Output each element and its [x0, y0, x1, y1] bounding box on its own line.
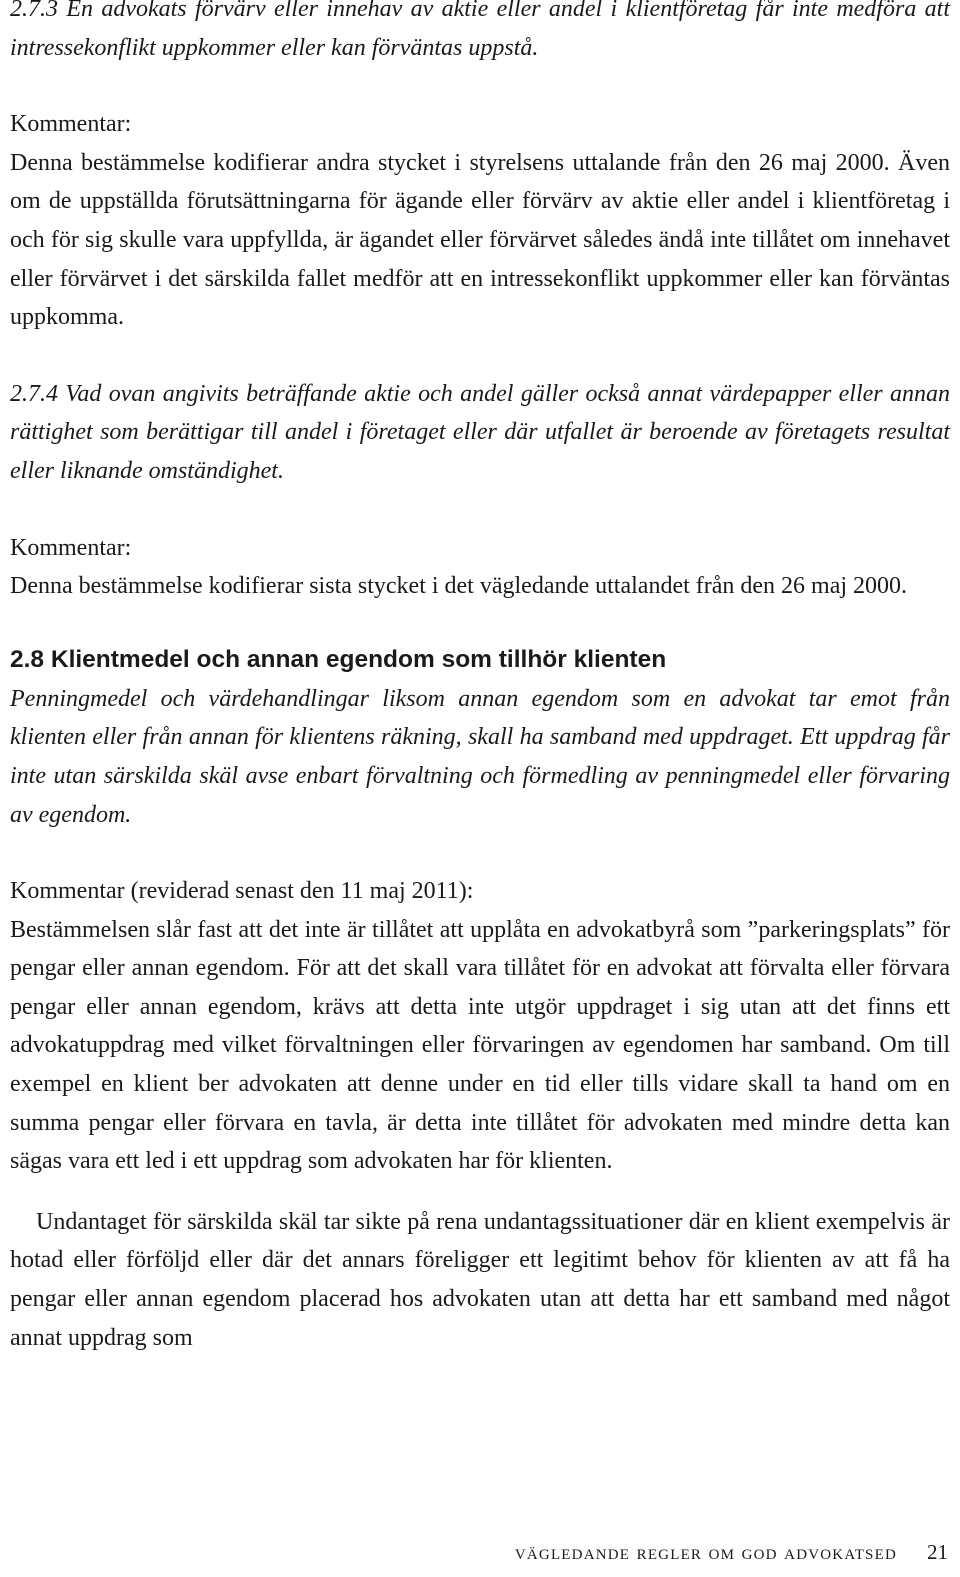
comment-label-2-8: Kommentar (reviderad senast den 11 maj 2011):	[10, 878, 474, 905]
footer-title: vägledande regler om god advokatsed	[514, 1540, 897, 1564]
comment-text-2-7-4: Denna bestämmelse kodifierar sista stycket i det vägledande uttalandet från den 26 maj 2000.	[10, 573, 908, 600]
rule-2-7-3: 2.7.3 En advokats förvärv eller innehav av aktie eller andel i klientföretag får inte medföra att intressekonflikt uppkommer eller kan förväntas uppstå.	[10, 0, 950, 61]
comment-text-2-7-3: Denna bestämmelse kodifierar andra stycket i styrelsens uttalande från den 26 maj 2000. Även om de uppställda förutsättningarna för ägande eller förvärv av aktie eller andel i klientföretag i och för sig skulle vara uppfyllda, är ägandet eller förvärvet således ändå inte tillåtet om innehavet eller förvärvet i det särskilda fallet medför att en intressekonflikt uppkommer eller kan förväntas uppkomma.	[10, 149, 950, 331]
section-heading-2-8	[10, 640, 950, 680]
section-title: Klientmedel och annan egendom som tillhör klienten	[50, 645, 667, 673]
comment-paragraph-2: Undantaget för särskilda skäl tar sikte på rena undantagssituationer där en klient exempelvis är hotad eller förföljd eller där det annars föreligger ett legitimt behov för klienten av att få ha pengar eller annan egendom placerad hos advokaten utan att detta har ett samband med något annat uppdrag som	[10, 1208, 950, 1351]
page-number: 21	[927, 1540, 948, 1564]
comment-paragraph-1: Bestämmelsen slår fast att det inte är tillåtet att upplåta en advokatbyrå som ”parkeringsplats” för pengar eller annan egendom. För att det skall vara tillåtet för en advokat att förvalta eller förvara pengar eller annan egendom, krävs att detta inte utgör uppdraget i sig utan att det finns ett advokatuppdrag med vilket förvaltningen eller förvaringen av egendomen har samband. Om till exempel en klient ber advokaten att denne under en tid eller tills vidare skall ta hand om en summa pengar eller förvara en tavla, är detta inte tillåtet för advokaten med mindre detta kan sägas vara ett led i ett uppdrag som advokaten har för klienten.	[10, 916, 950, 1175]
page-footer	[0, 1540, 948, 1565]
page-body	[10, 0, 950, 1357]
rule-2-8: Penningmedel och värdehandlingar liksom annan egendom som en advokat tar emot från klienten eller från annan för klientens räkning, skall ha samband med uppdraget. Ett uppdrag får inte utan särskilda skäl avse enbart förvaltning och förmedling av penningmedel eller förvaring av egendom.	[10, 685, 950, 828]
comment-label-2-7-3: Kommentar:	[10, 111, 132, 138]
rule-2-7-4: 2.7.4 Vad ovan angivits beträffande aktie och andel gäller också annat värdepapper eller annan rättighet som berättigar till andel i företaget eller där utfallet är beroende av företagets resultat eller liknande omständighet.	[10, 380, 950, 484]
section-number: 2.8	[10, 645, 45, 673]
comment-label-2-7-4: Kommentar:	[10, 534, 132, 561]
